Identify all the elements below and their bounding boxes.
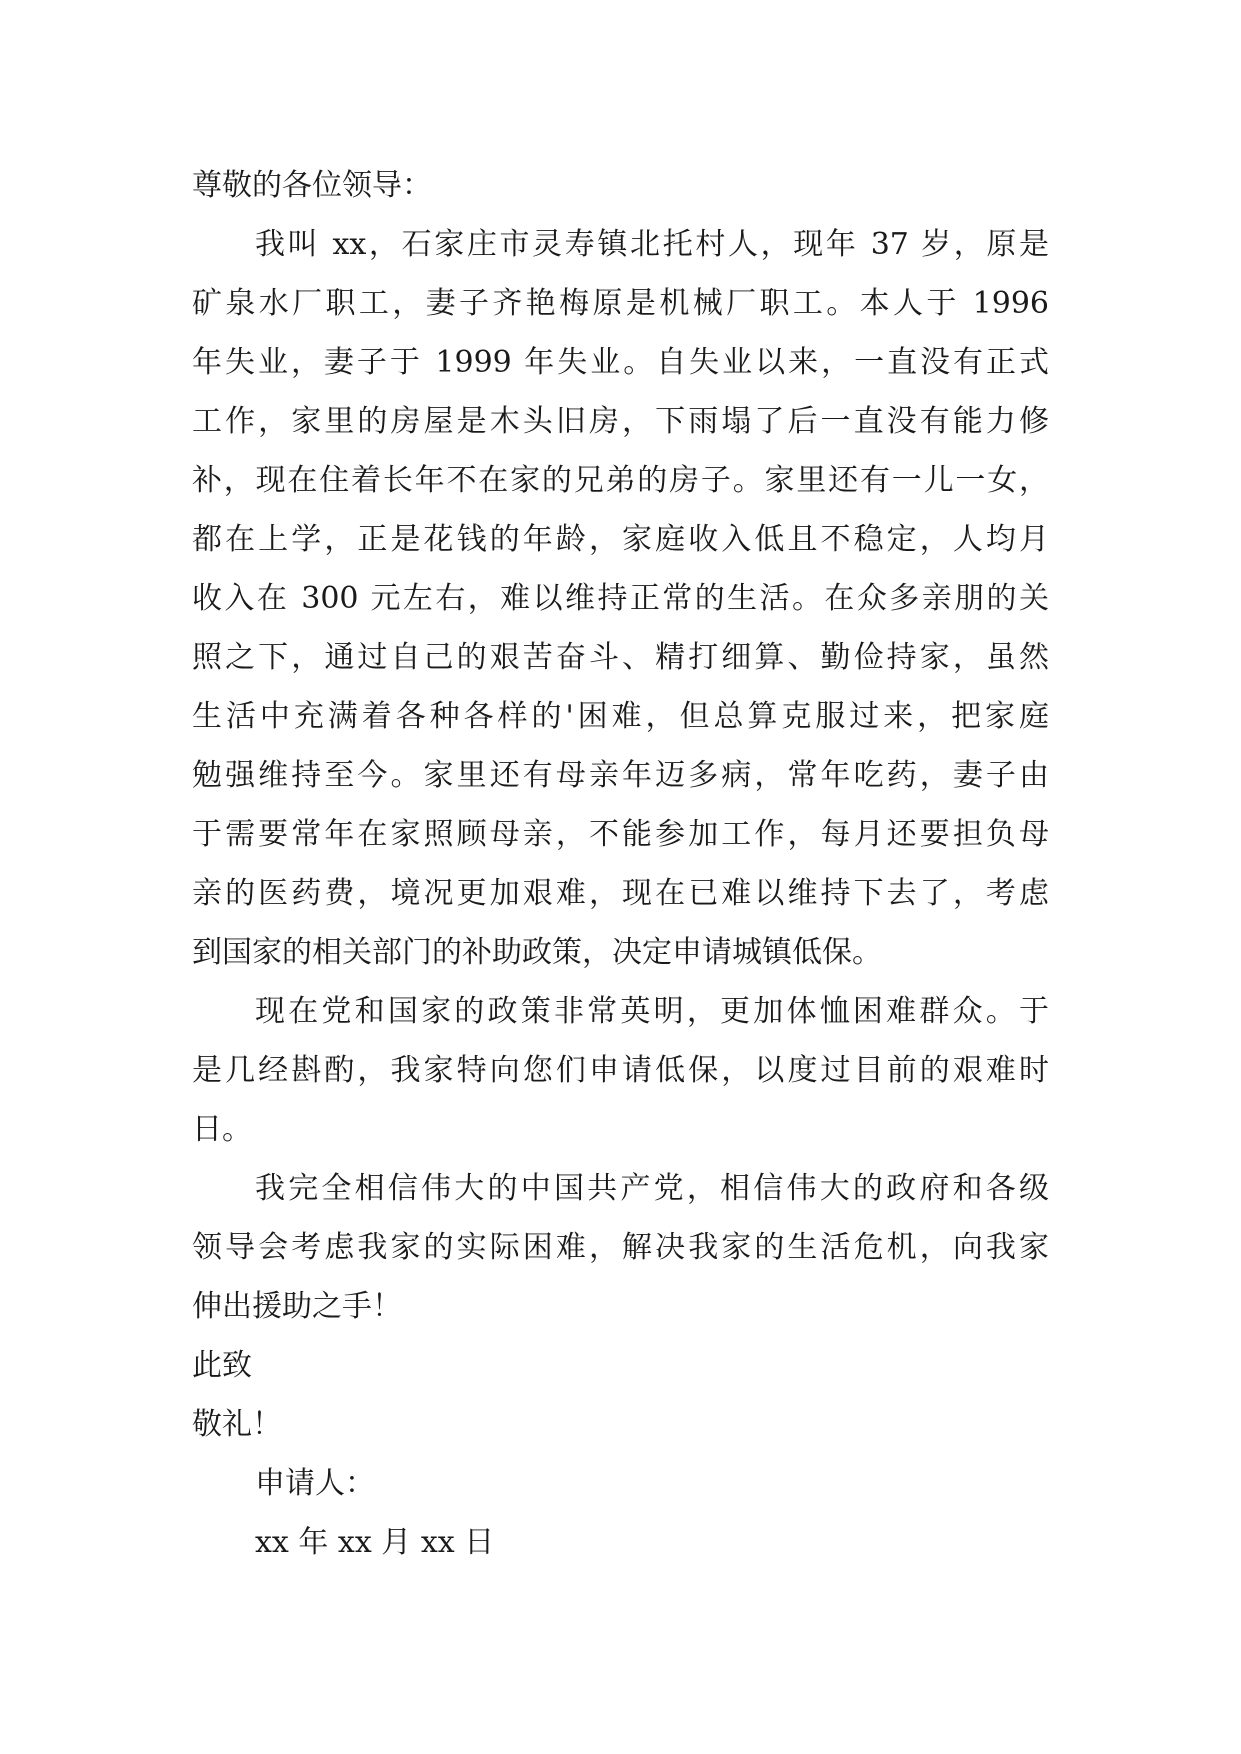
signature-date: xx 年 xx 月 xx 日 [255,1525,495,1560]
paragraph-1-line-3: 年失业，妻子于 1999 年失业。自失业以来，一直没有正式 [192,345,1049,380]
closing-cizhi: 此致 [192,1348,252,1383]
paragraph-1-line-13: 到国家的相关部门的补助政策，决定申请城镇低保。 [192,935,882,970]
paragraph-1-line-7: 收入在 300 元左右，难以维持正常的生活。在众多亲朋的关 [192,581,1049,616]
paragraph-1-line-9: 生活中充满着各种各样的'困难，但总算克服过来，把家庭 [192,699,1049,734]
paragraph-1-line-12: 亲的医药费，境况更加艰难，现在已难以维持下去了，考虑 [192,876,1049,911]
paragraph-1-line-11: 于需要常年在家照顾母亲，不能参加工作，每月还要担负母 [192,817,1049,852]
paragraph-1-line-2: 矿泉水厂职工，妻子齐艳梅原是机械厂职工。本人于 1996 [192,286,1049,321]
closing-jingli: 敬礼！ [192,1407,282,1442]
paragraph-1-line-4: 工作，家里的房屋是木头旧房，下雨塌了后一直没有能力修 [192,404,1049,439]
paragraph-1-line-6: 都在上学，正是花钱的年龄，家庭收入低且不稳定，人均月 [192,522,1049,557]
paragraph-3-line-1: 我完全相信伟大的中国共产党，相信伟大的政府和各级 [255,1171,1049,1206]
paragraph-3-line-3: 伸出援助之手！ [192,1289,402,1324]
paragraph-2-line-3: 日。 [192,1112,252,1147]
paragraph-1-line-1: 我叫 xx，石家庄市灵寿镇北托村人，现年 37 岁，原是 [255,227,1049,262]
paragraph-1-line-5: 补，现在住着长年不在家的兄弟的房子。家里还有一儿一女， [192,463,1049,498]
salutation: 尊敬的各位领导： [192,168,432,203]
paragraph-1-line-10: 勉强维持至今。家里还有母亲年迈多病，常年吃药，妻子由 [192,758,1049,793]
paragraph-2-line-1: 现在党和国家的政策非常英明，更加体恤困难群众。于 [255,994,1049,1029]
paragraph-3-line-2: 领导会考虑我家的实际困难，解决我家的生活危机，向我家 [192,1230,1049,1265]
paragraph-1-line-8: 照之下，通过自己的艰苦奋斗、精打细算、勤俭持家，虽然 [192,640,1049,675]
paragraph-2-line-2: 是几经斟酌，我家特向您们申请低保，以度过目前的艰难时 [192,1053,1049,1088]
signature-label: 申请人： [255,1466,375,1501]
